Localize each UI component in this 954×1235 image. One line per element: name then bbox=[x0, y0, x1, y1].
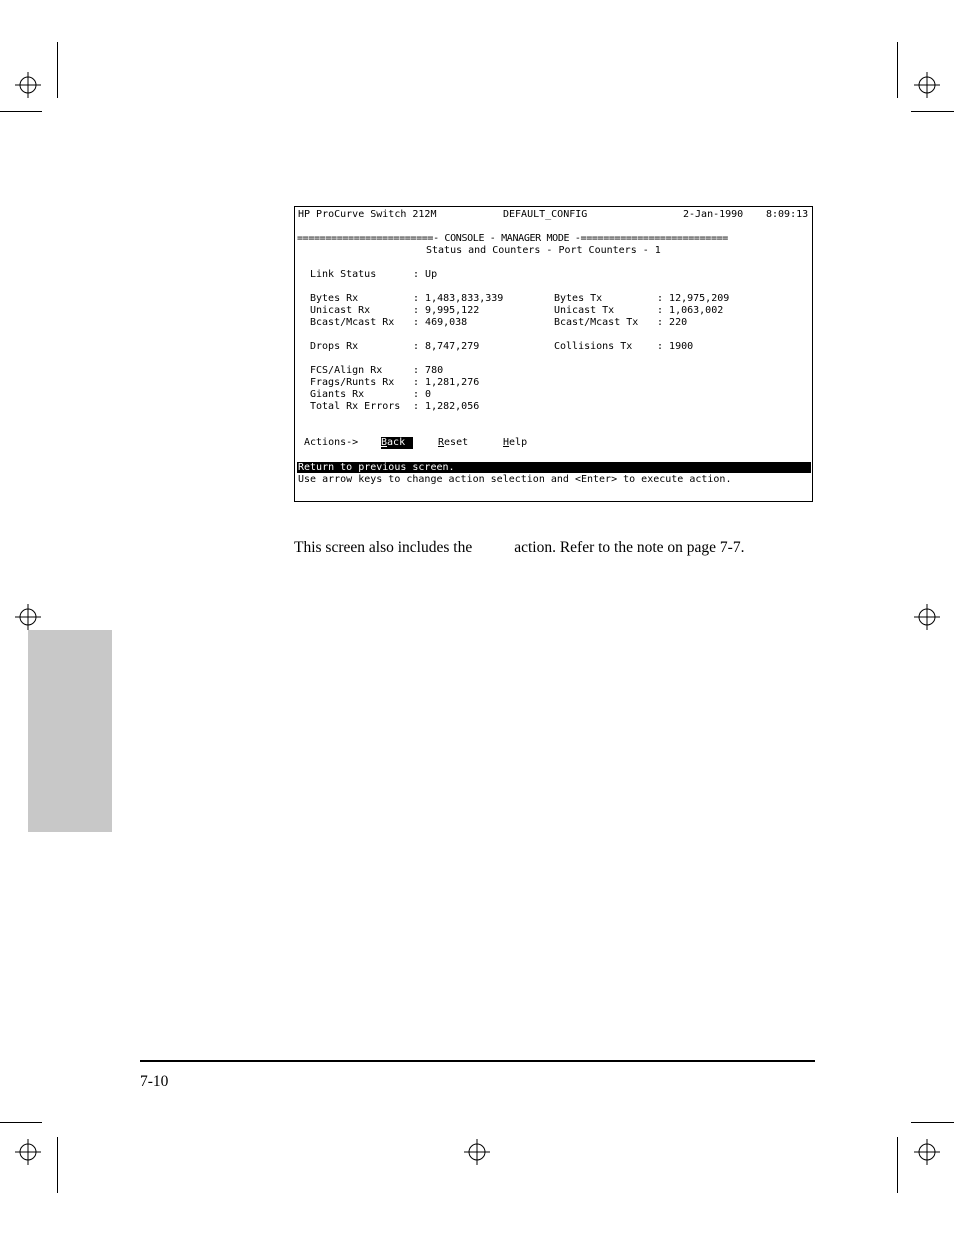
device-name: HP ProCurve Switch 212M bbox=[298, 209, 437, 220]
giants-rx-value: : 0 bbox=[413, 389, 432, 400]
screen-title: Status and Counters - Port Counters - 1 bbox=[426, 245, 661, 256]
collisions-tx-label: Collisions Tx bbox=[554, 341, 633, 352]
unicast-tx-value: : 1,063,002 bbox=[657, 305, 724, 316]
link-status-label: Link Status bbox=[310, 269, 377, 280]
crop-mark bbox=[0, 1122, 42, 1123]
actions-prompt: Actions-> bbox=[304, 437, 359, 448]
registration-target-icon bbox=[15, 604, 41, 630]
collisions-tx-value: : 1900 bbox=[657, 341, 694, 352]
fcs-align-rx-label: FCS/Align Rx bbox=[310, 365, 383, 376]
registration-target-icon bbox=[914, 72, 940, 98]
crop-mark bbox=[0, 111, 42, 112]
crop-mark bbox=[897, 42, 898, 98]
giants-rx-label: Giants Rx bbox=[310, 389, 365, 400]
frags-runts-rx-label: Frags/Runts Rx bbox=[310, 377, 395, 388]
registration-target-icon bbox=[914, 604, 940, 630]
bcast-rx-label: Bcast/Mcast Rx bbox=[310, 317, 395, 328]
unicast-tx-label: Unicast Tx bbox=[554, 305, 615, 316]
drops-rx-label: Drops Rx bbox=[310, 341, 359, 352]
bcast-rx-value: : 469,038 bbox=[413, 317, 468, 328]
caption-after: action. Refer to the note on page 7-7. bbox=[514, 539, 745, 556]
bytes-tx-label: Bytes Tx bbox=[554, 293, 603, 304]
total-rx-errors-label: Total Rx Errors bbox=[310, 401, 401, 412]
bytes-rx-label: Bytes Rx bbox=[310, 293, 359, 304]
back-action[interactable]: Back bbox=[381, 437, 413, 449]
bcast-tx-value: : 220 bbox=[657, 317, 688, 328]
drops-rx-value: : 8,747,279 bbox=[413, 341, 480, 352]
system-date: 2-Jan-1990 bbox=[683, 209, 744, 220]
link-status-value: : Up bbox=[413, 269, 438, 280]
help-message: Use arrow keys to change action selection and <Enter> to execute action. bbox=[298, 474, 732, 485]
mode-bar: ========================- CONSOLE - MANAGER MODE -========================== bbox=[297, 233, 728, 244]
chapter-side-tab bbox=[28, 630, 112, 832]
bytes-tx-value: : 12,975,209 bbox=[657, 293, 730, 304]
system-time: 8:09:13 bbox=[766, 209, 809, 220]
caption-before: This screen also includes the bbox=[294, 539, 473, 556]
help-action[interactable]: Help bbox=[503, 437, 528, 448]
frags-runts-rx-value: : 1,281,276 bbox=[413, 377, 480, 388]
unicast-rx-label: Unicast Rx bbox=[310, 305, 371, 316]
bytes-rx-value: : 1,483,833,339 bbox=[413, 293, 504, 304]
config-name: DEFAULT_CONFIG bbox=[503, 209, 588, 220]
unicast-rx-value: : 9,995,122 bbox=[413, 305, 480, 316]
fcs-align-rx-value: : 780 bbox=[413, 365, 444, 376]
total-rx-errors-value: : 1,282,056 bbox=[413, 401, 480, 412]
status-message: Return to previous screen. bbox=[298, 462, 455, 473]
registration-target-icon bbox=[15, 72, 41, 98]
crop-mark bbox=[897, 1137, 898, 1193]
registration-target-icon bbox=[15, 1139, 41, 1165]
footer-rule bbox=[140, 1060, 815, 1062]
crop-mark bbox=[911, 111, 954, 112]
crop-mark bbox=[57, 1137, 58, 1193]
bcast-tx-label: Bcast/Mcast Tx bbox=[554, 317, 639, 328]
crop-mark bbox=[57, 42, 58, 98]
crop-mark bbox=[911, 1122, 954, 1123]
reset-action[interactable]: Reset bbox=[438, 437, 469, 448]
terminal-screen bbox=[294, 206, 813, 502]
registration-target-icon bbox=[914, 1139, 940, 1165]
registration-target-icon bbox=[464, 1139, 490, 1165]
caption-text bbox=[294, 539, 744, 557]
page-number: 7-10 bbox=[140, 1073, 169, 1090]
